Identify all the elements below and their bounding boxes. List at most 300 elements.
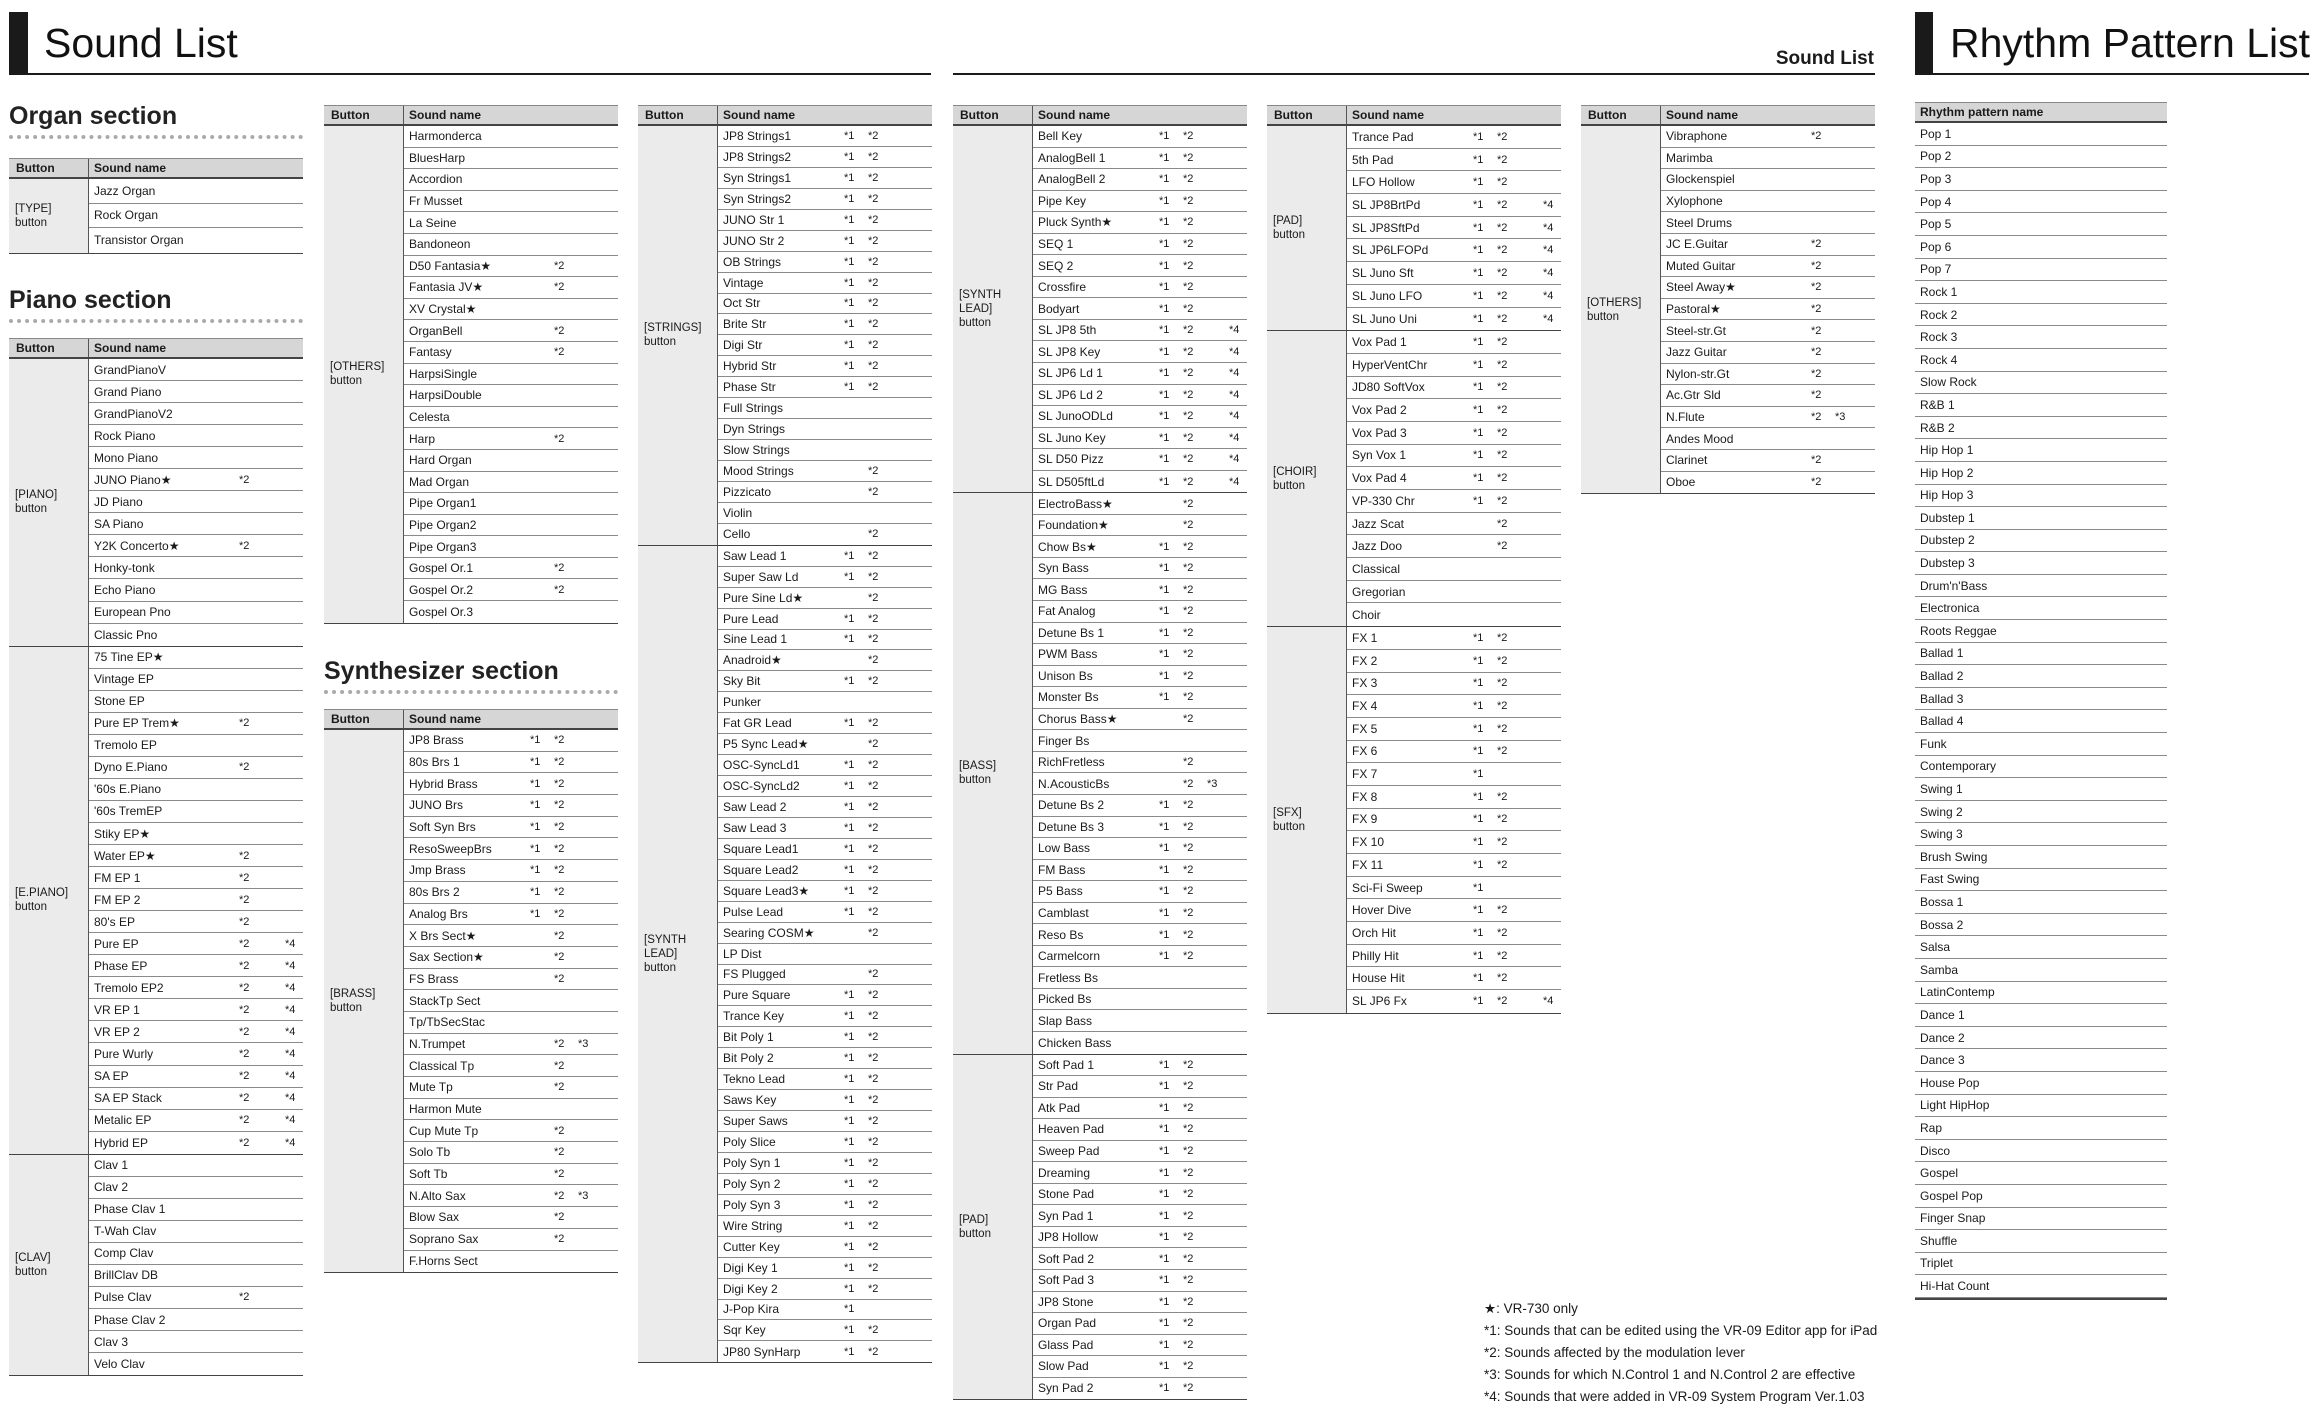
- footnote-mark: *2: [1183, 216, 1194, 229]
- sound-name: Trance Pad: [1352, 129, 1414, 144]
- sound-row: [1347, 239, 1561, 262]
- sound-name: FX 1: [1352, 630, 1378, 645]
- sound-row: [1033, 255, 1247, 277]
- sound-name: FM Bass: [1038, 862, 1086, 877]
- sound-row: [1661, 256, 1875, 278]
- sound-name: Soft Syn Brs: [409, 820, 476, 835]
- sound-row: [718, 210, 932, 231]
- sound-row: [718, 252, 932, 273]
- sound-row: [1347, 673, 1561, 696]
- sound-name: X Brs Sect★: [409, 928, 477, 943]
- footnote-mark: *2: [1497, 266, 1508, 279]
- sound-name: OSC-SyncLd2: [723, 779, 800, 794]
- sound-row: [718, 965, 932, 986]
- sound-name: Steel Drums: [1666, 215, 1733, 230]
- footnote-mark: *4: [285, 1070, 296, 1083]
- footnote-mark: *2: [1183, 1144, 1194, 1157]
- footnote-mark: *2: [868, 759, 879, 772]
- footnote-mark: *2: [868, 633, 879, 646]
- button-group: [324, 126, 618, 624]
- footnote-mark: *2: [1183, 1252, 1194, 1265]
- footnote-mark: *1: [844, 381, 855, 394]
- footnote-mark: *2: [1183, 605, 1194, 618]
- footnote-mark: *1: [1159, 345, 1170, 358]
- sound-row: [1033, 1184, 1247, 1206]
- sound-row: [404, 342, 618, 364]
- sound-row: [89, 999, 303, 1021]
- sound-name: Poly Syn 3: [723, 1197, 781, 1212]
- sound-row: [1661, 472, 1875, 494]
- footnote-mark: *1: [844, 612, 855, 625]
- sound-row: [718, 1027, 932, 1048]
- rhythm-pattern-item: Shuffle: [1915, 1230, 2167, 1253]
- sound-row: [89, 1199, 303, 1221]
- footnote-mark: *4: [285, 1025, 296, 1038]
- footnote-mark: *1: [1159, 281, 1170, 294]
- footnote-mark: *1: [844, 1052, 855, 1065]
- sound-name: Full Strings: [723, 401, 784, 416]
- sound-row: [1033, 1205, 1247, 1227]
- sound-name: FX 3: [1352, 676, 1378, 691]
- footnote-mark: *1: [844, 1115, 855, 1128]
- sound-row: [1347, 718, 1561, 741]
- footnote-mark: *4: [285, 1136, 296, 1149]
- sound-row: [89, 513, 303, 535]
- table-header: [1267, 105, 1561, 126]
- sound-name: BluesHarp: [409, 150, 466, 165]
- sound-name: AnalogBell 2: [1038, 172, 1106, 187]
- sound-row: [1347, 194, 1561, 217]
- footnote-mark: *1: [1159, 1209, 1170, 1222]
- footnote-mark: *1: [844, 318, 855, 331]
- footnote-mark: *1: [1473, 836, 1484, 849]
- sound-name: Dreaming: [1038, 1165, 1091, 1180]
- button-group: [953, 126, 1247, 493]
- sound-name: 80s Brs 2: [409, 885, 460, 900]
- sound-row: [89, 1066, 303, 1088]
- sound-name: SL D50 Pizz: [1038, 452, 1104, 467]
- sound-name: Syn Vox 1: [1352, 448, 1407, 463]
- sound-row: [718, 1216, 932, 1237]
- sound-row: [89, 1132, 303, 1154]
- sound-name: Saw Lead 2: [723, 799, 787, 814]
- header-sound-name: Sound name: [409, 108, 482, 122]
- sound-row: [89, 179, 303, 204]
- sound-name: Organ Pad: [1038, 1316, 1097, 1331]
- sound-row: [1033, 795, 1247, 817]
- footnote-mark: *3: [578, 1037, 589, 1050]
- sound-name: Classical: [1352, 561, 1401, 576]
- sound-row: [404, 601, 618, 623]
- footnote-mark: *2: [1811, 389, 1822, 402]
- sound-row: [718, 1300, 932, 1321]
- sound-name: 80s Brs 1: [409, 755, 460, 770]
- footnote-mark: *2: [1497, 176, 1508, 189]
- sound-row: [404, 364, 618, 386]
- sound-name: Tremolo EP: [94, 738, 157, 753]
- sound-name: '60s E.Piano: [94, 782, 162, 797]
- footnote-mark: *2: [554, 432, 565, 445]
- header-button: Button: [324, 106, 404, 124]
- rhythm-pattern-item: Rap: [1915, 1117, 2167, 1140]
- sound-row: [1033, 1227, 1247, 1249]
- sound-row: [1033, 558, 1247, 580]
- rhythm-pattern-item: Slow Rock: [1915, 372, 2167, 395]
- footnote-mark: *2: [868, 318, 879, 331]
- footnote-mark: *1: [1159, 799, 1170, 812]
- sound-row: [718, 1341, 932, 1362]
- sound-row: [718, 1069, 932, 1090]
- footnote-mark: *2: [868, 1219, 879, 1232]
- sound-row: [1033, 1335, 1247, 1357]
- sound-row: [1347, 422, 1561, 445]
- sound-name: N.Alto Sax: [409, 1188, 466, 1203]
- sound-row: [718, 797, 932, 818]
- sound-row: [404, 1142, 618, 1164]
- footnote-mark: *1: [844, 1135, 855, 1148]
- sound-name: Pizzicato: [723, 484, 772, 499]
- sound-name: Hybrid Brass: [409, 776, 478, 791]
- footnote-mark: *1: [530, 886, 541, 899]
- sound-name: Heaven Pad: [1038, 1122, 1105, 1137]
- footnote-mark: *1: [844, 360, 855, 373]
- sound-row: [404, 882, 618, 904]
- sound-row: [718, 902, 932, 923]
- footnote-mark: *1: [1473, 176, 1484, 189]
- rhythm-pattern-item: R&B 2: [1915, 417, 2167, 440]
- sound-row: [1033, 838, 1247, 860]
- footnote-mark: *2: [868, 1261, 879, 1274]
- footnote-mark: *2: [868, 570, 879, 583]
- rhythm-pattern-item: Ballad 3: [1915, 688, 2167, 711]
- table-header: [9, 338, 303, 359]
- sound-name: Super Saw Ld: [723, 569, 799, 584]
- sound-row: [1661, 342, 1875, 364]
- sound-name: Unison Bs: [1038, 668, 1093, 683]
- rhythm-pattern-item: Rock 2: [1915, 304, 2167, 327]
- rhythm-pattern-item: Ballad 4: [1915, 710, 2167, 733]
- footnote-mark: *2: [239, 761, 250, 774]
- footnote-mark: *2: [868, 591, 879, 604]
- footnote-mark: *2: [239, 871, 250, 884]
- sound-row: [718, 1111, 932, 1132]
- footnote-mark: *1: [1473, 153, 1484, 166]
- sound-row: [1033, 579, 1247, 601]
- footnote-mark: *2: [868, 1345, 879, 1358]
- sound-row: [718, 503, 932, 524]
- rhythm-pattern-item: Pop 5: [1915, 213, 2167, 236]
- sound-name: JC E.Guitar: [1666, 237, 1729, 252]
- sound-row: [404, 148, 618, 170]
- sound-row: [1033, 1010, 1247, 1032]
- footnote-mark: *1: [1159, 238, 1170, 250]
- sound-row: [718, 314, 932, 335]
- divider: [9, 319, 303, 323]
- footnote-mark: *1: [1159, 605, 1170, 618]
- sound-row: [1347, 399, 1561, 422]
- footnote-mark: *2: [1811, 476, 1822, 489]
- sound-row: [718, 524, 932, 545]
- footnote-mark: *1: [1159, 669, 1170, 682]
- header-sound-name: Sound name: [1666, 108, 1739, 122]
- sound-name: OB Strings: [723, 254, 782, 269]
- sound-name: SL JP8BrtPd: [1352, 197, 1421, 212]
- sound-name: HarpsiSingle: [409, 366, 478, 381]
- sound-row: [404, 1099, 618, 1121]
- rhythm-pattern-item: Bossa 1: [1915, 891, 2167, 914]
- footnote-mark: *1: [1159, 431, 1170, 444]
- footnote-mark: *1: [530, 907, 541, 920]
- sound-row: [404, 299, 618, 321]
- rhythm-pattern-item: Pop 4: [1915, 191, 2167, 214]
- sound-name: SL JP8 5th: [1038, 323, 1097, 338]
- footnote-mark: *1: [1473, 289, 1484, 302]
- footnote-mark: *2: [868, 989, 879, 1002]
- sound-row: [718, 1237, 932, 1258]
- footnote-mark: *2: [554, 324, 565, 337]
- sound-rows: [1033, 1055, 1247, 1400]
- sound-name: Hybrid EP: [94, 1135, 149, 1150]
- footnote-mark: *1: [1159, 562, 1170, 575]
- footnote-mark: *2: [1183, 1295, 1194, 1308]
- sound-row: [404, 752, 618, 774]
- sound-row: [89, 1088, 303, 1110]
- sound-name: OrganBell: [409, 323, 463, 338]
- sound-row: [718, 440, 932, 461]
- button-group: [1267, 627, 1561, 1014]
- sound-name: SL Juno LFO: [1352, 288, 1423, 303]
- rhythm-pattern-item: Samba: [1915, 959, 2167, 982]
- rhythm-pattern-item: Salsa: [1915, 936, 2167, 959]
- sound-name: Detune Bs 1: [1038, 625, 1105, 640]
- sound-name: VR EP 2: [94, 1024, 140, 1039]
- footnote-mark: *2: [554, 281, 565, 294]
- button-group: [638, 546, 932, 1364]
- footnote-mark: *2: [554, 907, 565, 920]
- footnote-mark: *2: [554, 1233, 565, 1246]
- rhythm-pattern-item: Triplet: [1915, 1253, 2167, 1276]
- sound-rows: [89, 1155, 303, 1375]
- footnote-mark: *4: [1229, 345, 1240, 358]
- footnote-mark: *2: [554, 1211, 565, 1224]
- sound-name: SEQ 2: [1038, 258, 1074, 273]
- rhythm-pattern-item: Hi-Hat Count: [1915, 1275, 2167, 1298]
- sound-row: [404, 1120, 618, 1142]
- footnote-mark: *2: [868, 485, 879, 498]
- sound-rows: [89, 359, 303, 646]
- sound-row: [1033, 1356, 1247, 1378]
- footnote-mark: *1: [1473, 858, 1484, 871]
- sound-row: [404, 320, 618, 342]
- footnote-mark: *1: [1159, 216, 1170, 229]
- sound-row: [404, 191, 618, 213]
- footnote-mark: *4: [1229, 324, 1240, 337]
- sound-row: [89, 557, 303, 579]
- sound-name: Saw Lead 3: [723, 820, 787, 835]
- footnote-mark: *1: [844, 276, 855, 289]
- footnote-mark: *4: [1543, 312, 1554, 325]
- footnote-mark: *1: [1159, 410, 1170, 423]
- sound-name: FS Brass: [409, 971, 459, 986]
- footnote-mark: *2: [554, 777, 565, 790]
- sound-row: [1661, 407, 1875, 429]
- sound-name: GrandPianoV2: [94, 406, 173, 421]
- footnote-mark: *4: [1543, 995, 1554, 1008]
- footnote-mark: *1: [844, 780, 855, 793]
- sound-row: [1033, 752, 1247, 774]
- sound-row: [718, 1174, 932, 1195]
- sound-name: Tp/TbSecStac: [409, 1015, 486, 1030]
- sound-row: [1033, 666, 1247, 688]
- sound-name: Glockenspiel: [1666, 172, 1735, 187]
- table-header: [324, 709, 618, 730]
- footnote-mark: *2: [868, 150, 879, 163]
- sound-name: FX 7: [1352, 767, 1378, 782]
- sound-row: [89, 713, 303, 735]
- footnote-mark: *2: [868, 1198, 879, 1211]
- footnote-mark: *2: [239, 1291, 250, 1304]
- footnote-mark: *4: [1229, 410, 1240, 423]
- rhythm-pattern-item: Pop 1: [1915, 123, 2167, 146]
- sound-name: Pipe Organ3: [409, 539, 477, 554]
- footnote-mark: *2: [554, 1124, 565, 1137]
- footnote-mark: *2: [239, 1003, 250, 1016]
- rhythm-pattern-item: Finger Snap: [1915, 1208, 2167, 1231]
- sound-name: Punker: [723, 695, 762, 710]
- footnote-mark: *2: [868, 1240, 879, 1253]
- footnote-mark: *2: [1183, 238, 1194, 250]
- sound-name: Crossfire: [1038, 280, 1087, 295]
- footnote-mark: *2: [868, 297, 879, 310]
- sound-name: Finger Bs: [1038, 733, 1090, 748]
- sound-row: [404, 277, 618, 299]
- sound-row: [718, 1048, 932, 1069]
- sound-name: Jazz Doo: [1352, 539, 1403, 554]
- sound-name: Square Lead2: [723, 862, 799, 877]
- button-group: [9, 179, 303, 254]
- sound-name: Pure Wurly: [94, 1046, 154, 1061]
- sound-row: [404, 212, 618, 234]
- footnote-mark: *1: [1159, 130, 1170, 143]
- footnote-mark: *1: [1159, 324, 1170, 337]
- sound-row: [718, 231, 932, 252]
- footnote-mark: *2: [1497, 790, 1508, 803]
- lead-bass-pad-table: [953, 105, 1247, 1400]
- sound-name: Soft Pad 3: [1038, 1273, 1095, 1288]
- sound-name: N.AcousticBs: [1038, 776, 1110, 791]
- header-button: Button: [9, 339, 89, 357]
- button-group: [1581, 126, 1875, 494]
- footnote-mark: *1: [844, 549, 855, 562]
- sound-row: [89, 1021, 303, 1043]
- rhythm-pattern-item: R&B 1: [1915, 394, 2167, 417]
- footnote-mark: *4: [1229, 367, 1240, 380]
- footnote-mark: *1: [1473, 472, 1484, 485]
- page-title-sound-list: Sound List: [44, 20, 238, 66]
- sound-name: Super Saws: [723, 1114, 788, 1129]
- footnote-mark: *1: [1159, 583, 1170, 596]
- sound-name: SL JP8 Key: [1038, 344, 1101, 359]
- sound-name: Sax Section★: [409, 950, 484, 965]
- button-group: [638, 126, 932, 546]
- sound-row: [1347, 922, 1561, 945]
- footnote-mark: *2: [1183, 519, 1194, 532]
- sound-row: [89, 691, 303, 713]
- footnote-mark: *1: [844, 129, 855, 142]
- sound-row: [1033, 298, 1247, 320]
- rhythm-pattern-item: LatinContemp: [1915, 982, 2167, 1005]
- sound-row: [1033, 623, 1247, 645]
- organ-section-title: Organ section: [9, 102, 178, 130]
- sound-row: [1661, 320, 1875, 342]
- footnote-mark: *2: [868, 863, 879, 876]
- sound-name: Syn Pad 2: [1038, 1381, 1094, 1396]
- sound-row: [718, 671, 932, 692]
- footnote-mark: *1: [1159, 863, 1170, 876]
- sound-row: [718, 985, 932, 1006]
- footnote: *1: Sounds that can be edited using the VR-09 Editor app for iPad: [1484, 1323, 1878, 1338]
- sound-name: FX 10: [1352, 835, 1385, 850]
- footnote-mark: *1: [1473, 995, 1484, 1008]
- footnote-mark: *2: [868, 464, 879, 477]
- sound-name: Pipe Organ2: [409, 517, 477, 532]
- sound-name: Chow Bs★: [1038, 539, 1097, 554]
- footnote-mark: *1: [1159, 259, 1170, 272]
- footnote-mark: *2: [868, 926, 879, 939]
- footnote-mark: *2: [239, 473, 250, 486]
- footnote-mark: *2: [1497, 926, 1508, 939]
- sound-row: [718, 335, 932, 356]
- sound-name: Camblast: [1038, 905, 1089, 920]
- footnote-mark: *2: [1183, 713, 1194, 726]
- rhythm-pattern-item: Contemporary: [1915, 756, 2167, 779]
- footnote-mark: *2: [554, 951, 565, 964]
- sound-name: Foundation★: [1038, 518, 1109, 533]
- sound-row: [1033, 406, 1247, 428]
- rhythm-pattern-item: Light HipHop: [1915, 1095, 2167, 1118]
- sound-row: [1033, 1270, 1247, 1292]
- footnote-mark: *2: [554, 799, 565, 812]
- footnote-mark: *1: [844, 1177, 855, 1190]
- sound-name: FX 2: [1352, 653, 1378, 668]
- button-label: [SYNTH LEAD] button: [953, 126, 1033, 492]
- footnote-mark: *2: [1183, 497, 1194, 510]
- sound-row: [1347, 650, 1561, 673]
- sound-row: [1661, 428, 1875, 450]
- sound-name: JP8 Strings2: [723, 149, 792, 164]
- sound-name: Gospel Or.3: [409, 604, 474, 619]
- rhythm-pattern-item: Dubstep 3: [1915, 552, 2167, 575]
- footnote-mark: *2: [1497, 221, 1508, 234]
- sound-name: Detune Bs 2: [1038, 798, 1105, 813]
- sound-name: Pure EP Trem★: [94, 716, 180, 731]
- sound-name: Comp Clav: [94, 1246, 154, 1261]
- footnote-mark: *2: [1183, 950, 1194, 963]
- sound-name: XV Crystal★: [409, 302, 477, 317]
- footnote-mark: *2: [1183, 388, 1194, 401]
- rhythm-header-label: Rhythm pattern name: [1920, 105, 2044, 119]
- footnote-mark: *2: [239, 1047, 250, 1060]
- sound-row: [89, 735, 303, 757]
- footnote-mark: *1: [844, 1031, 855, 1044]
- footnote-mark: *2: [1497, 813, 1508, 826]
- footnote-mark: *1: [1159, 691, 1170, 704]
- sound-row: [1033, 924, 1247, 946]
- sound-row: [1033, 234, 1247, 256]
- sound-row: [404, 1185, 618, 1207]
- sound-name: Low Bass: [1038, 841, 1091, 856]
- footnote-mark: *2: [868, 1324, 879, 1337]
